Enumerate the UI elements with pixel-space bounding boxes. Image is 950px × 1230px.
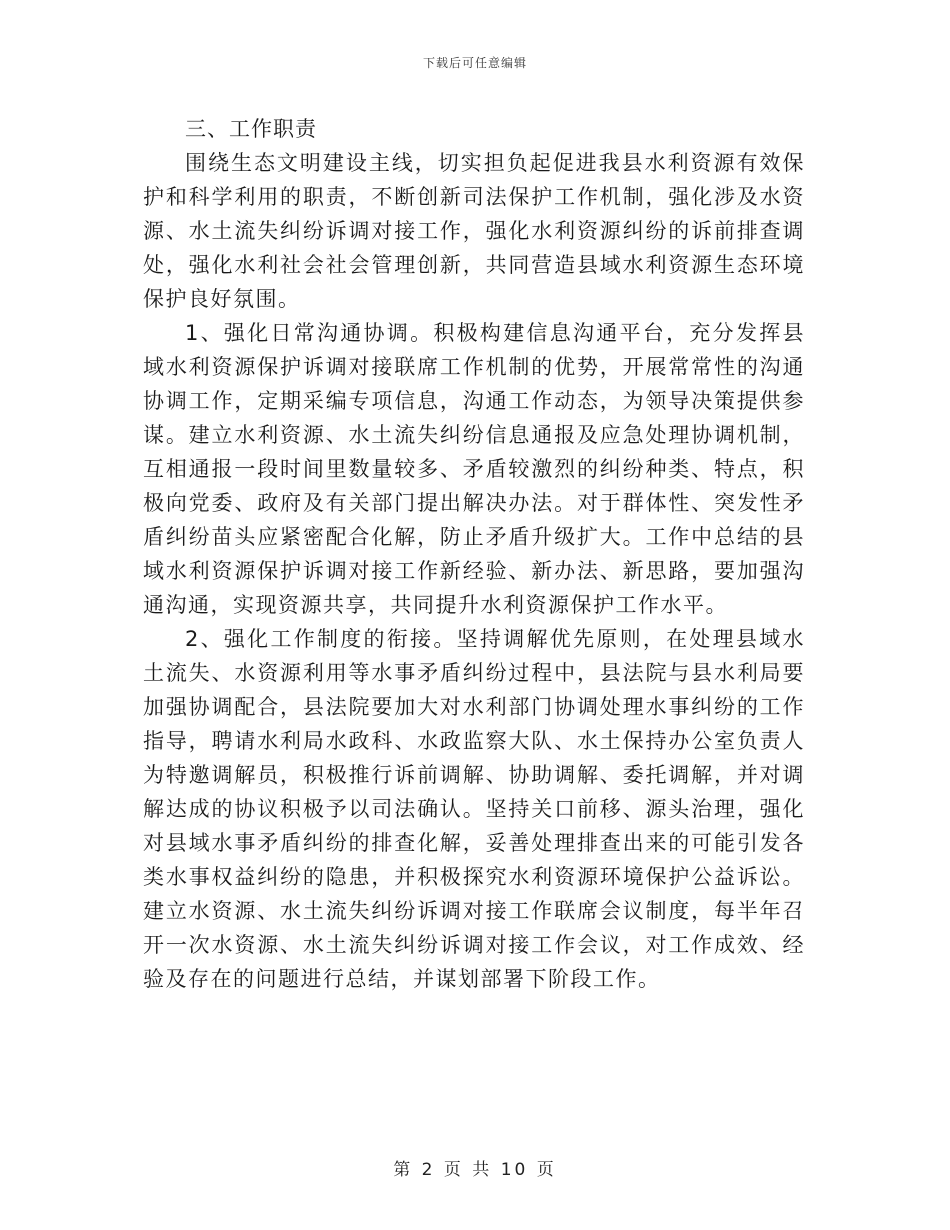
paragraph-intro: 围绕生态文明建设主线，切实担负起促进我县水利资源有效保护和科学利用的职责，不断创新司法保护工作机制，强化涉及水资源、水土流失纠纷诉调对接工作，强化水利资源纠纷的诉前排查调处，强化水利社会社会管理创新，共同营造县域水利资源生态环境保护良好氛围。 [143, 151, 805, 311]
paragraph-item-1: 1、强化日常沟通协调。积极构建信息沟通平台，充分发挥县域水利资源保护诉调对接联席工作机制的优势，开展常常性的沟通协调工作，定期采编专项信息，沟通工作动态，为领导决策提供参谋。建立水利资源、水土流失纠纷信息通报及应急处理协调机制，互相通报一段时间里数量较多、矛盾较激烈的纠纷种类、特点，积极向党委、政府及有关部门提出解决办法。对于群体性、突发性矛盾纠纷苗头应紧密配合化解，防止矛盾升级扩大。工作中总结的县域水利资源保护诉调对接工作新经验、新办法、新思路，要加强沟通沟通，实现资源共享，共同提升水利资源保护工作水平。 [143, 321, 805, 617]
paragraph-item-2: 2、强化工作制度的衔接。坚持调解优先原则，在处理县域水土流失、水资源利用等水事矛盾纠纷过程中，县法院与县水利局要加强协调配合，县法院要加大对水利部门协调处理水事纠纷的工作指导，聘请水利局水政科、水政监察大队、水土保持办公室负责人为特邀调解员，积极推行诉前调解、协助调解、委托调解，并对调解达成的协议积极予以司法确认。坚持关口前移、源头治理，强化对县域水事矛盾纠纷的排查化解，妥善处理排查出来的可能引发各类水事权益纠纷的隐患，并积极探究水利资源环境保护公益诉讼。建立水资源、水土流失纠纷诉调对接工作联席会议制度，每半年召开一次水资源、水土流失纠纷诉调对接工作会议，对工作成效、经验及存在的问题进行总结，并谋划部署下阶段工作。 [143, 627, 805, 991]
page-header: 下载后可任意编辑 [422, 56, 527, 70]
page-number: 第 2 页 共 10 页 [393, 1160, 557, 1180]
document-body [143, 112, 805, 996]
section-title: 三、工作职责 [185, 117, 317, 141]
